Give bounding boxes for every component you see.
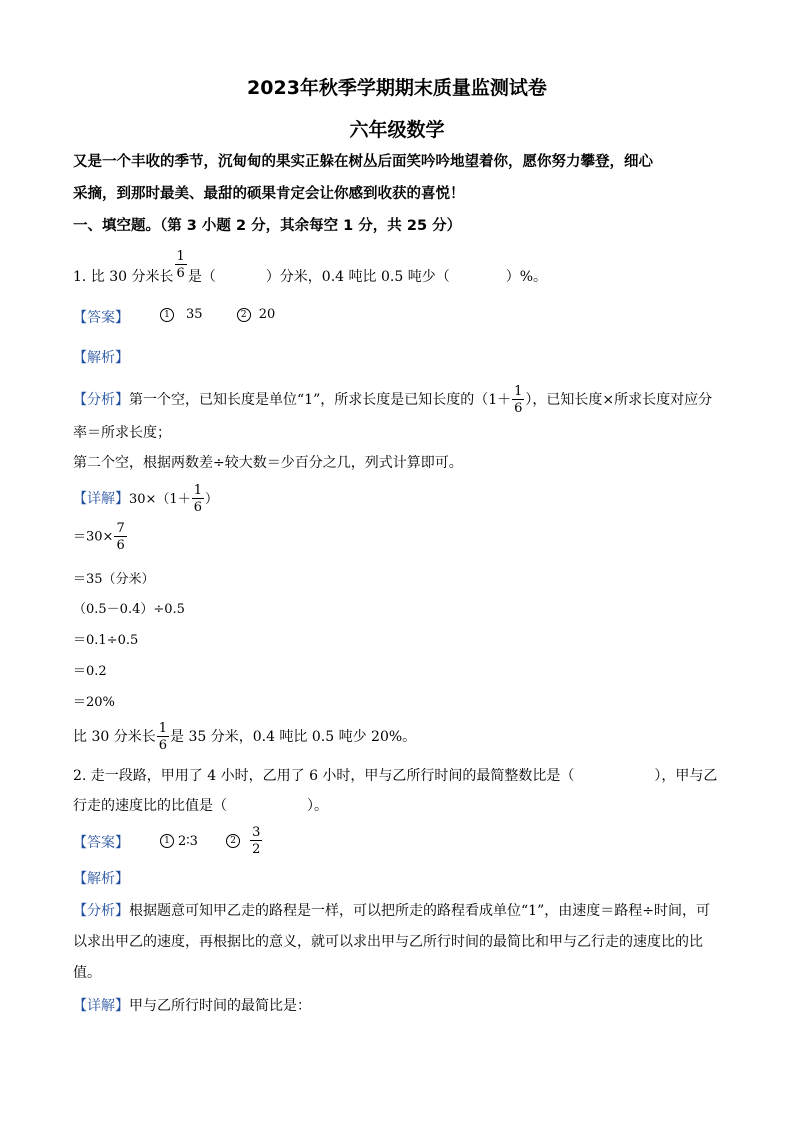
- fraction: $\frac{1}{6}$: [514, 384, 523, 416]
- intro-line-1: 又是一个丰收的季节，沉甸甸的果实正躲在树丛后面笑吟吟地望着你，愿你努力攀登，细心: [73, 154, 653, 170]
- analysis-2-line-2: 以求出甲乙的速度，再根据比的意义，就可以求出甲与乙所行时间的最简比和甲与乙行走的速度比的比: [73, 934, 703, 950]
- circled-number-icon: 2: [226, 834, 240, 848]
- analysis-2-line-1: 【分析】根据题意可知甲乙走的路程是一样，可以把所走的路程看成单位“1”，由速度＝路程÷时间，可: [73, 903, 710, 919]
- fraction: $\frac{1}{6}$: [158, 721, 167, 753]
- intro-line-2: 采摘，到那时最美、最甜的硕果肯定会让你感到收获的喜悦！: [73, 186, 465, 202]
- question-2-line-1: 2. 走一段路，甲用了 4 小时，乙用了 6 小时，甲与乙所行时间的最简整数比是（ ），甲与乙: [73, 768, 718, 784]
- analysis-head-1: 【解析】: [73, 350, 129, 366]
- answer-2: 1 2∶3 2 $\frac{3}{2}$: [160, 826, 263, 856]
- conclusion-1: 比 30 分米长 $\frac{1}{6}$ 是 35 分米，0.4 吨比 0.5 吨少 20%。: [73, 721, 417, 753]
- fraction: $\frac{1}{6}$: [193, 483, 202, 515]
- answer-1: 1 35 2 20: [160, 307, 275, 322]
- fraction: $\frac{7}{6}$: [116, 521, 125, 553]
- question-1: 1. 比 30 分米长 $\frac{1}{6}$ 是（ ）分米，0.4 吨比 0.5 吨少（ ）%。: [73, 249, 548, 285]
- analysis-1-line-3: 第二个空，根据两数差÷较大数＝少百分之几，列式计算即可。: [73, 455, 463, 471]
- detail-1: 【详解】30×（1＋ $\frac{1}{6}$ ）: [73, 483, 219, 515]
- question-2-line-2: 行走的速度比的比值是（ ）。: [73, 798, 328, 814]
- step-2: ＝35（分米）: [73, 572, 155, 587]
- analysis-1-line-1: 【分析】第一个空，已知长度是单位“1”，所求长度是已知长度的（1＋ $\frac{1}{6}$ ），已知长度×所求长度对应分: [73, 384, 713, 416]
- circled-number-icon: 1: [160, 834, 174, 848]
- exam-subtitle: 六年级数学: [349, 119, 445, 141]
- step-6: ＝20%: [73, 695, 115, 710]
- answer-label-2: 【答案】: [73, 835, 129, 851]
- step-3: （0.5－0.4）÷0.5: [73, 602, 185, 617]
- analysis-head-2: 【解析】: [73, 871, 129, 887]
- fraction: $\frac{3}{2}$: [252, 825, 261, 857]
- step-5: ＝0.2: [73, 664, 107, 679]
- detail-2: 【详解】甲与乙所行时间的最简比是：: [73, 998, 311, 1014]
- answer-label-1: 【答案】: [73, 310, 129, 326]
- analysis-1-line-2: 率＝所求长度；: [73, 425, 171, 441]
- circled-number-icon: 1: [160, 308, 174, 322]
- circled-number-icon: 2: [237, 308, 251, 322]
- step-4: ＝0.1÷0.5: [73, 633, 139, 648]
- analysis-2-line-3: 值。: [73, 965, 101, 981]
- exam-title: 2023年秋季学期期末质量监测试卷: [247, 77, 547, 99]
- section-heading: 一、填空题。（第 3 小题 2 分，其余每空 1 分，共 25 分）: [73, 218, 462, 234]
- step-1: ＝30× $\frac{7}{6}$: [73, 521, 125, 553]
- fraction: $\frac{1}{6}$: [176, 249, 185, 281]
